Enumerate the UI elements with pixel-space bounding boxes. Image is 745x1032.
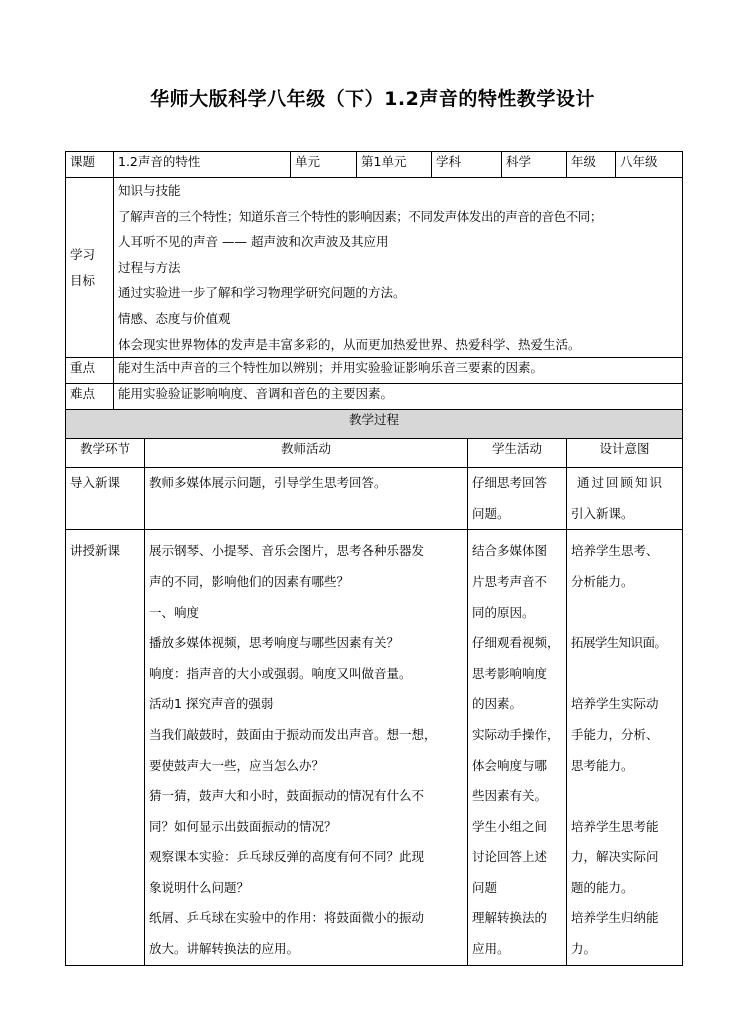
column-header-intent: 设计意图 [567,439,683,468]
document-title: 华师大版科学八年级（下）1.2声音的特性教学设计 [150,88,595,110]
objective-line: 人耳听不见的声音 —— 超声波和次声波及其应用 [118,234,389,250]
student-line: 应用。 [472,941,510,957]
teacher-line: 同？如何显示出鼓面振动的情况？ [149,818,337,834]
student-line: 实际动手操作， [472,726,560,742]
intro-student: 仔细思考回答 问题。 [468,468,567,530]
student-line: 片思考声音不 [472,573,548,589]
student-line: 问题 [472,879,498,895]
lecture-row [66,530,683,965]
key-point-label: 重点 [66,358,114,384]
objectives-row [66,178,683,358]
lecture-student [468,530,567,965]
student-line: 的因素。 [472,696,523,712]
teacher-line: 活动1 探究声音的强弱 [149,696,274,712]
teacher-line: 一、响度 [149,604,200,620]
intent-line: 力。 [571,941,597,957]
key-point-row [66,358,683,384]
intent-line: 培养学生思考、 [571,543,659,559]
student-line: 些因素有关。 [472,788,548,804]
column-header-stage: 教学环节 [66,439,145,468]
intent-line: 思考能力。 [571,757,634,773]
process-header: 教学过程 [66,410,683,439]
student-line: 讨论回答上述 [472,849,548,865]
info-row [66,152,683,178]
intent-line [571,659,678,690]
lecture-stage: 讲授新课 [66,530,145,965]
subject-value: 科学 [502,152,567,178]
student-line: 理解转换法的 [472,910,548,926]
teacher-line: 观察课本实验：乒乓球反弹的高度有何不同？此现 [149,849,425,865]
intro-stage: 导入新课 [66,468,145,530]
teacher-line: 展示钢琴、小提琴、音乐会图片，思考各种乐器发 [149,543,425,559]
student-line: 思考影响响度 [472,665,548,681]
intent-line: 力，解决实际问 [571,849,659,865]
difficulty-text: 能用实验验证影响响度、音调和音色的主要因素。 [114,384,683,410]
unit-label: 单元 [291,152,357,178]
intent-line [571,781,678,812]
student-line: 学生小组之间 [472,818,548,834]
course-value: 1.2声音的特性 [114,152,291,178]
objective-line: 体会现实世界物体的发声是丰富多彩的，从而更加热爱世界、热爱科学、热爱生活。 [118,336,581,352]
objectives-label: 学习 目标 [66,178,114,358]
student-line: 同的原因。 [472,604,535,620]
intent-line: 手能力，分析、 [571,726,659,742]
column-header-row [66,439,683,468]
teacher-line: 放大。讲解转换法的应用。 [149,941,300,957]
difficulty-row [66,384,683,410]
lesson-plan-table [65,151,683,966]
teacher-line: 声的不同，影响他们的因素有哪些？ [149,573,350,589]
student-line: 体会响度与哪 [472,757,548,773]
difficulty-label: 难点 [66,384,114,410]
intro-row [66,468,683,530]
teacher-line: 纸屑、乒乓球在实验中的作用：将鼓面微小的振动 [149,910,425,926]
intent-line: 培养学生思考能 [571,818,659,834]
teacher-line: 播放多媒体视频，思考响度与哪些因素有关？ [149,635,400,651]
intent-line: 拓展学生知识面。 [571,635,667,651]
lecture-intent [567,530,683,965]
objective-line: 情感、态度与价值观 [118,310,231,326]
unit-value: 第1单元 [357,152,432,178]
key-point-text: 能对生活中声音的三个特性加以辨别；并用实验验证影响乐音三要素的因素。 [114,358,683,384]
teacher-line: 响度：指声音的大小或强弱。响度又叫做音量。 [149,665,412,681]
lecture-teacher [145,530,468,965]
intent-line: 培养学生实际动 [571,696,659,712]
teacher-line: 猜一猜，鼓声大和小时，鼓面振动的情况有什么不 [149,788,425,804]
objectives-content [114,178,683,358]
column-header-teacher: 教师活动 [145,439,468,468]
objective-line: 知识与技能 [118,183,181,198]
student-line: 仔细观看视频， [472,635,560,651]
intent-line: 培养学生归纳能 [571,910,659,926]
objective-line: 通过实验进一步了解和学习物理学研究问题的方法。 [118,285,406,301]
intent-line: 分析能力。 [571,573,634,589]
column-header-student: 学生活动 [468,439,567,468]
teacher-line: 象说明什么问题？ [149,879,250,895]
intro-intent: 通过回顾知识 引入新课。 [567,468,683,530]
student-line: 结合多媒体图 [472,543,548,559]
process-header-row [66,410,683,439]
intent-line [571,598,678,629]
course-label: 课题 [66,152,114,178]
teacher-line: 要使鼓声大一些，应当怎么办？ [149,757,325,773]
objective-line: 过程与方法 [118,259,181,275]
intent-line: 题的能力。 [571,879,634,895]
grade-label: 年级 [567,152,616,178]
grade-value: 八年级 [616,152,683,178]
objective-line: 了解声音的三个特性；知道乐音三个特性的影响因素；不同发声体发出的声音的音色不同； [118,208,603,224]
intro-teacher: 教师多媒体展示问题，引导学生思考回答。 [145,468,468,530]
subject-label: 学科 [432,152,502,178]
teacher-line: 当我们敲鼓时，鼓面由于振动而发出声音。想一想， [149,726,437,742]
